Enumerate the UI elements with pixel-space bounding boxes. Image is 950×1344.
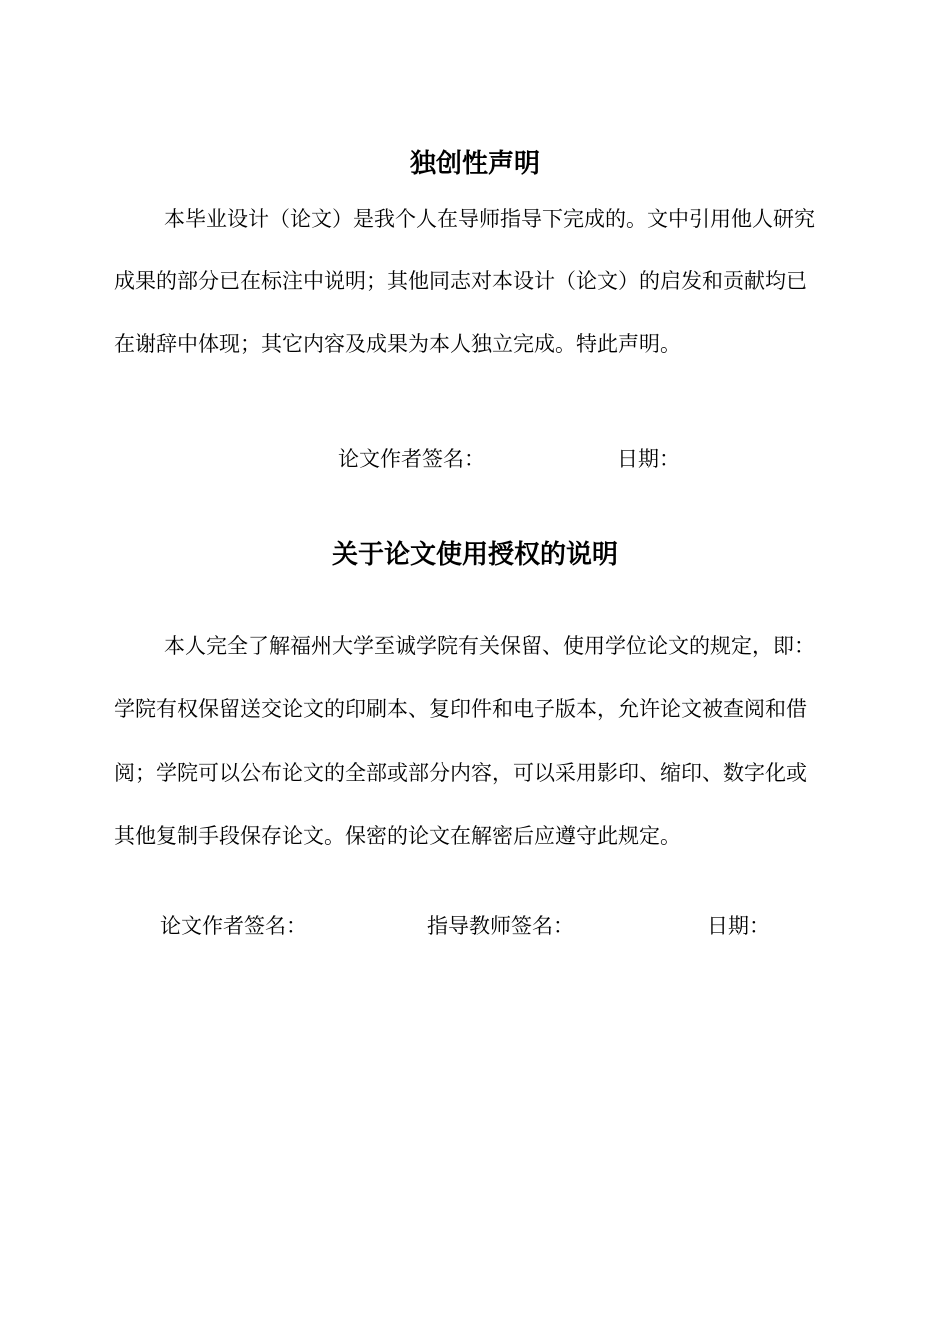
declaration-title: 独创性声明 [409,149,540,179]
declaration-line-2: 成果的部分已在标注中说明；其他同志对本设计（论文）的启发和贡献均已 [114,269,807,293]
declaration-author-signature-label: 论文作者签名： [338,447,485,471]
authorization-line-3: 阅；学院可以公布论文的全部或部分内容，可以采用影印、缩印、数字化或 [114,761,807,785]
declaration-date-label: 日期： [617,447,680,471]
authorization-date-label: 日期： [707,914,770,938]
declaration-line-1: 本毕业设计（论文）是我个人在导师指导下完成的。文中引用他人研究 [164,207,815,231]
authorization-line-2: 学院有权保留送交论文的印刷本、复印件和电子版本，允许论文被查阅和借 [114,697,807,721]
authorization-author-signature-label: 论文作者签名： [160,914,307,938]
authorization-advisor-signature-label: 指导教师签名： [427,914,574,938]
authorization-title: 关于论文使用授权的说明 [331,540,618,570]
authorization-line-1: 本人完全了解福州大学至诚学院有关保留、使用学位论文的规定，即： [164,634,815,658]
authorization-line-4: 其他复制手段保存论文。保密的论文在解密后应遵守此规定。 [114,824,681,848]
declaration-line-3: 在谢辞中体现；其它内容及成果为本人独立完成。特此声明。 [114,332,681,356]
